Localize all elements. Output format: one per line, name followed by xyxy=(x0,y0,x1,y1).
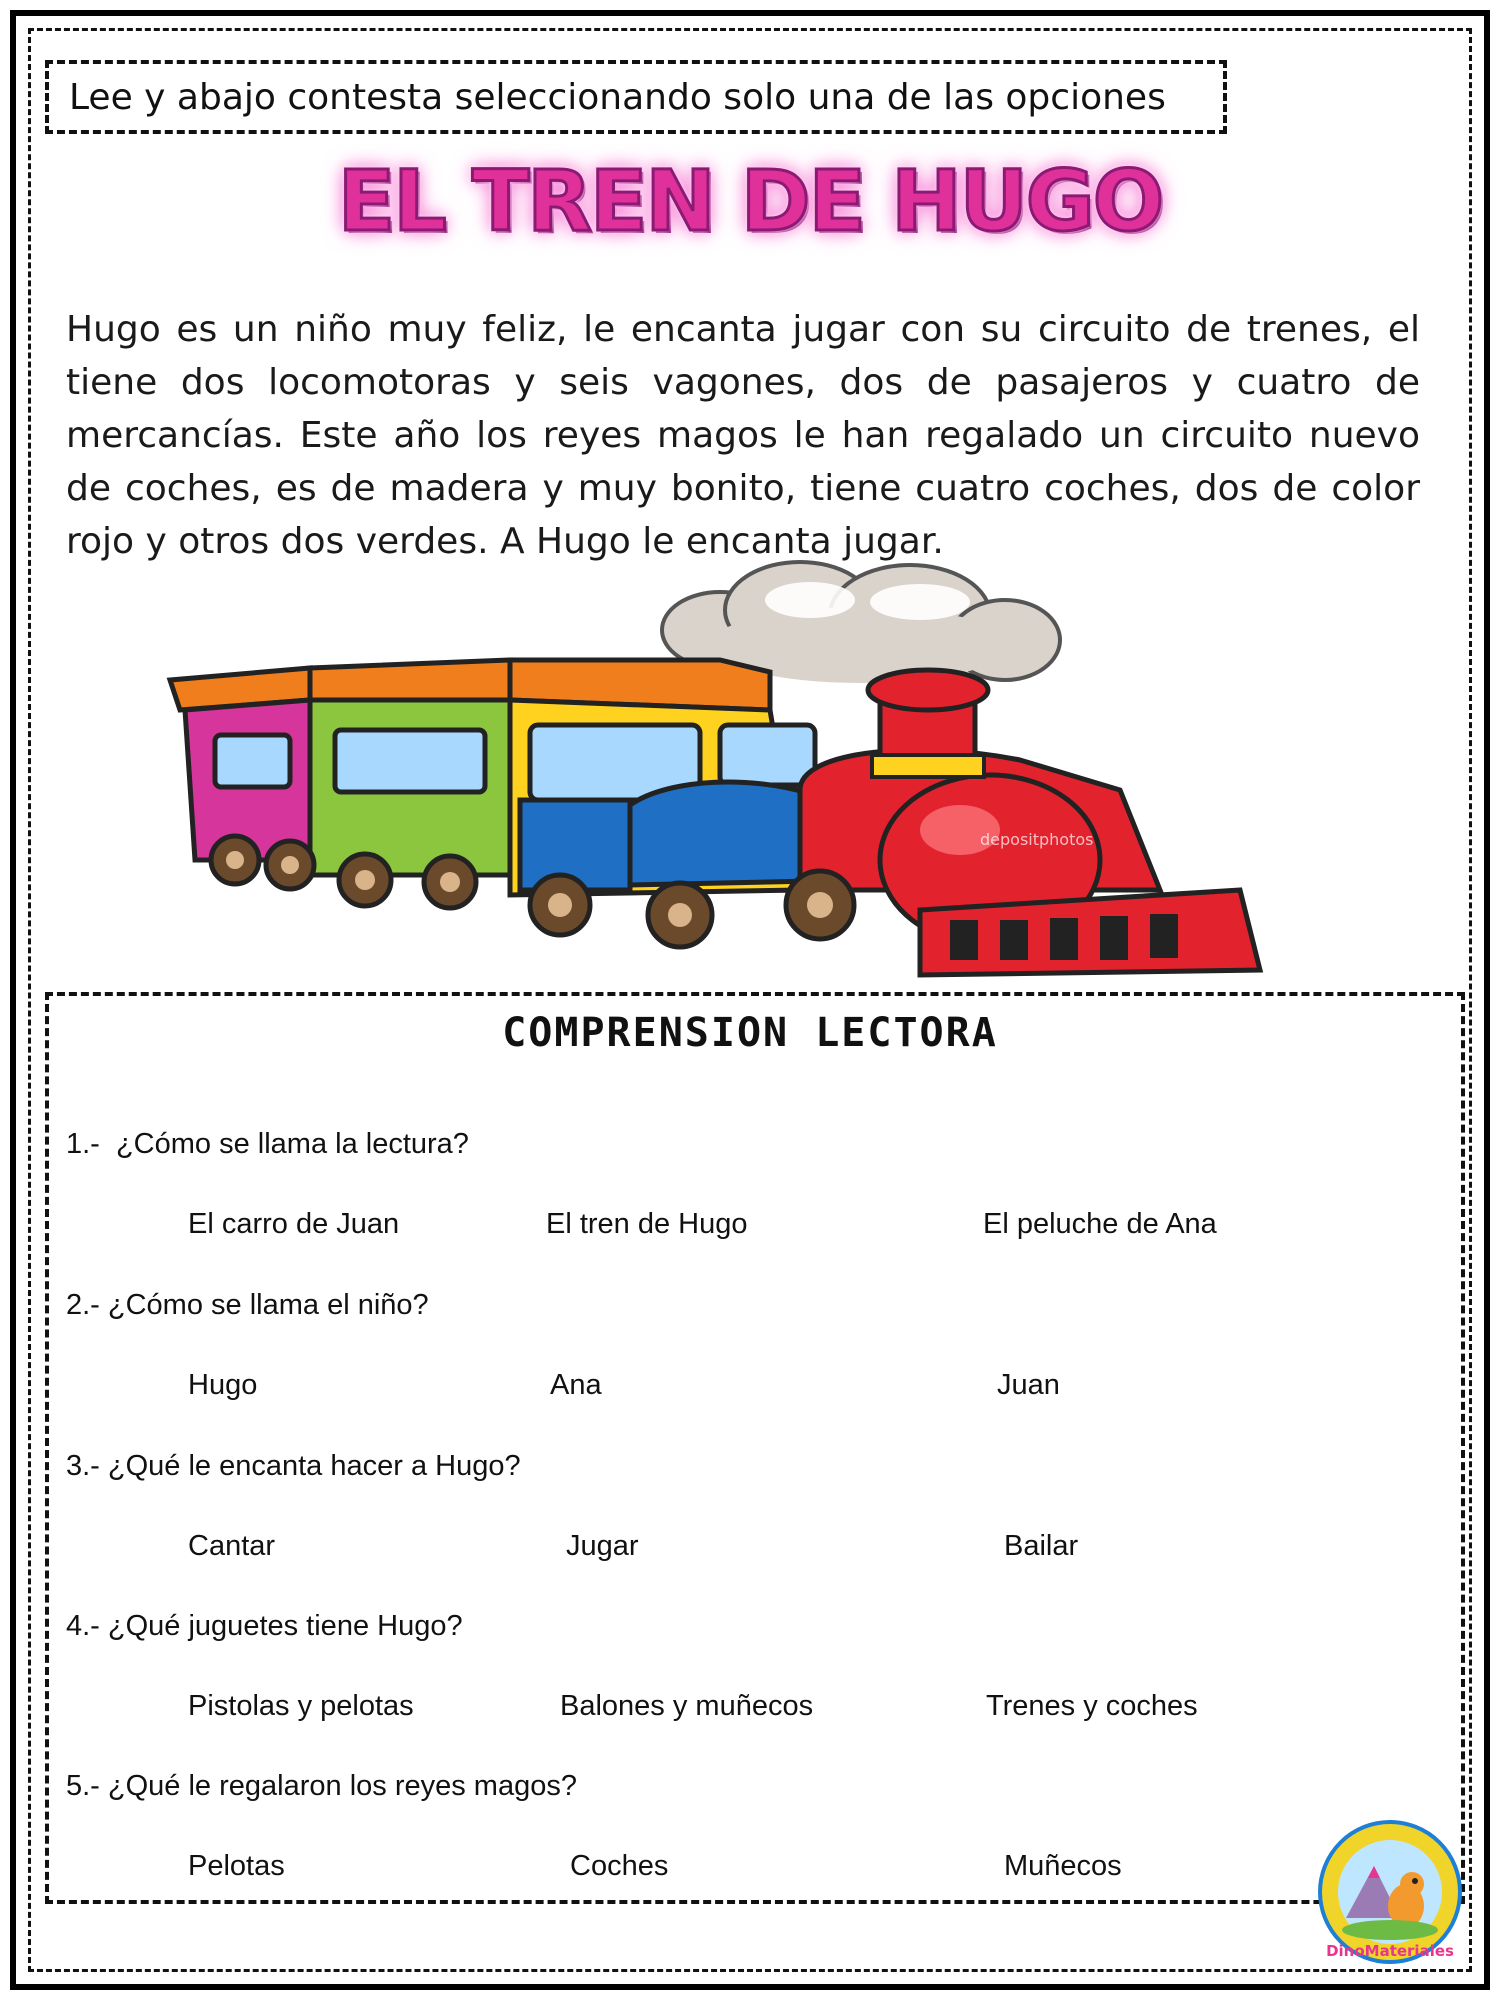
story-paragraph: Hugo es un niño muy feliz, le encanta jugar con su circuito de trenes, el tiene dos locomotoras y seis vagones, dos de pasajeros y cuatro de mercancías. Este año los reyes magos le han regalado un circuito nuevo de coches, es de madera y muy bonito, tiene cuatro coches, dos de color rojo y otros dos verdes. A Hugo le encanta jugar. xyxy=(66,309,1420,562)
question-2-option-c[interactable]: Juan xyxy=(997,1369,1060,1401)
question-4-option-b[interactable]: Balones y muñecos xyxy=(560,1690,814,1722)
question-2-option-b[interactable]: Ana xyxy=(550,1369,602,1401)
dino-materiales-logo-icon xyxy=(1316,1818,1464,1966)
question-5-option-b[interactable]: Coches xyxy=(570,1850,669,1882)
question-1-option-c[interactable]: El peluche de Ana xyxy=(983,1208,1217,1240)
question-4-option-a[interactable]: Pistolas y pelotas xyxy=(188,1690,414,1722)
badge-text: DinoMateriales xyxy=(1326,1942,1454,1960)
instruction-text: Lee y abajo contesta seleccionando solo una de las opciones xyxy=(69,76,1166,118)
question-3: 3.- ¿Qué le encanta hacer a Hugo? xyxy=(66,1450,521,1482)
question-3-option-b[interactable]: Jugar xyxy=(566,1530,639,1562)
question-2-option-a[interactable]: Hugo xyxy=(188,1369,258,1401)
question-3-option-c[interactable]: Bailar xyxy=(1004,1530,1079,1562)
question-5-option-a[interactable]: Pelotas xyxy=(188,1850,285,1882)
question-1-option-a[interactable]: El carro de Juan xyxy=(188,1208,400,1240)
question-1-option-b[interactable]: El tren de Hugo xyxy=(546,1208,748,1240)
question-2: 2.- ¿Cómo se llama el niño? xyxy=(66,1289,429,1321)
illustration-watermark: depositphotos xyxy=(980,830,1094,849)
question-5-option-c[interactable]: Muñecos xyxy=(1004,1850,1122,1882)
story-title: EL TREN DE HUGO xyxy=(337,152,1163,250)
question-4-option-c[interactable]: Trenes y coches xyxy=(986,1690,1198,1722)
question-5: 5.- ¿Qué le regalaron los reyes magos? xyxy=(66,1770,577,1802)
toy-train-icon xyxy=(160,560,1270,980)
question-3-option-a[interactable]: Cantar xyxy=(188,1530,276,1562)
quiz-title: COMPRENSION LECTORA xyxy=(502,1010,998,1056)
instruction-box xyxy=(45,60,1227,134)
question-1: 1.- ¿Cómo se llama la lectura? xyxy=(66,1128,469,1160)
question-4: 4.- ¿Qué juguetes tiene Hugo? xyxy=(66,1610,463,1642)
